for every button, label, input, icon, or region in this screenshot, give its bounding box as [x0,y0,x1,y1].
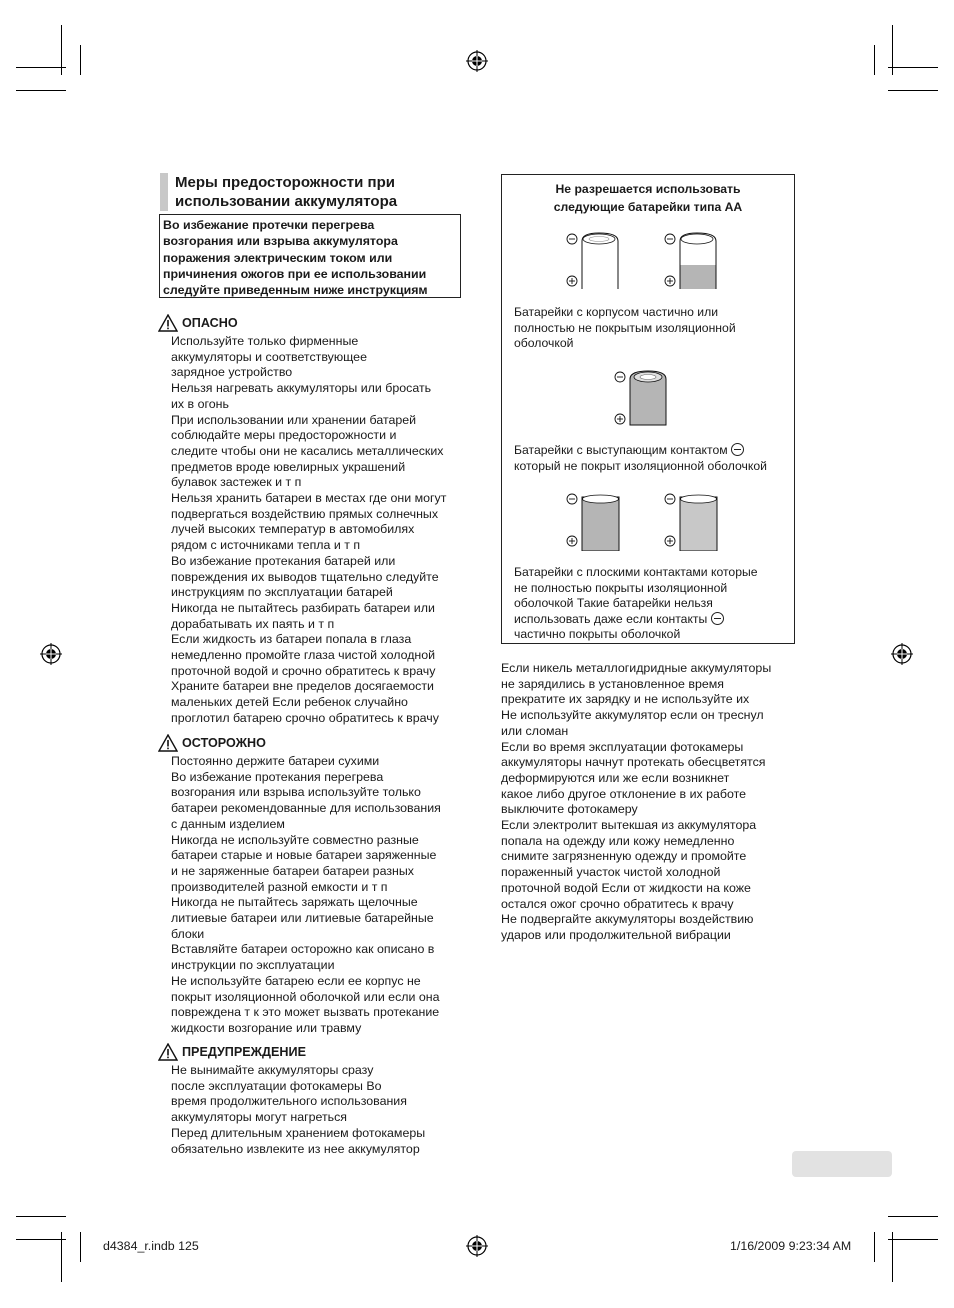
crop-mark [16,1239,66,1240]
crop-mark [888,90,938,91]
battery-illustration-protruding [612,367,672,429]
caution-text: Постоянно держите батареи сухими Во избежание протекания перегрева возгорания или взрыва используйте только батареи рекомендованные для использования с данным изделием Никогда не используйте совместно разные батареи старые и новые батареи заряженные и не заряженные батареи батареи разных производителей разной емкости и т п Никогда не пытайтесь заряжать щелочные литиевые батареи или литиевые батарейные блоки Вставляйте батареи осторожно как описано в инструкции по эксплуатации Не используйте батарею если ее корпус не покрыт изоляционной оболочкой или если она повреждена т к это может вызвать протекание жидкости возгорание или травму [171,754,441,1035]
registration-mark-icon [466,50,488,72]
footer-file: d4384_r.indb 125 [103,1239,199,1253]
battery-icon [567,494,619,551]
caption-protruding: Батарейки с выступающим контактом который не покрыт изоляционной оболочкой [514,443,767,473]
crop-mark [16,90,66,91]
crop-mark [892,1232,893,1282]
warning-label: ПРЕДУПРЕЖДЕНИЕ [182,1045,306,1059]
crop-mark [80,45,81,75]
battery-icon [665,494,717,551]
crop-mark [888,1239,938,1240]
warning-triangle-icon [158,1043,178,1061]
crop-mark [61,1232,62,1282]
battery-box-title: Не разрешается использовать следующие батарейки типа АА [553,182,743,214]
crop-mark [892,25,893,75]
battery-icon [567,233,618,289]
crop-mark [80,1232,81,1262]
registration-mark-icon [466,1235,488,1257]
battery-illustration-uncovered [562,229,722,291]
registration-mark-icon [40,643,62,665]
section-marker [160,173,168,211]
warning-triangle-icon [158,734,178,752]
footer-timestamp: 1/16/2009 9:23:34 AM [730,1239,852,1253]
danger-text: Используйте только фирменные аккумуляторы и соответствующее зарядное устройство Нельзя нагревать аккумуляторы или бросать их в огонь При использовании или хранении батарей соблюдайте меры предосторожности и следите чтобы они не касались металлических предметов вроде ювелирных украшений булавок застежек и т п Нельзя хранить батареи в местах где они могут подвергаться воздействию прямых солнечных лучей высоких температур в автомобилях рядом с источниками тепла и т п Во избежание протекания батарей или повреждения их выводов тщательно следуйте инструкциям по эксплуатации батарей Никогда не пытайтесь разбирать батареи или дорабатывать их паять и т п Если жидкость из батареи попала в глаза немедленно промойте глаза чистой холодной проточной водой и срочно обратитесь к врачу Храните батареи вне пределов досягаемости маленьких детей Если ребенок случайно проглотил батарею срочно обратитесь к врачу [171,334,447,725]
section-title: Меры предосторожности при использовании аккумулятора [175,174,398,210]
warning-text: Не вынимайте аккумуляторы сразу после эксплуатации фотокамеры Во время продолжительного использования аккумуляторы могут нагреться Перед длительным хранением фотокамеры обязательно извлеките из нее аккумулятор [171,1063,426,1156]
caution-label: ОСТОРОЖНО [182,736,266,750]
crop-mark [888,67,938,68]
crop-mark [874,45,875,75]
caution-heading [158,734,266,752]
intro-warning-box: Во избежание протечки перегрева возгорания или взрыва аккумулятора поражения электрическим током или причинения ожогов при ее использовании следуйте приведенным ниже инструкциям [159,214,461,298]
caption-uncovered: Батарейки с корпусом частично или полностью не покрытым изоляционной оболочкой [514,305,736,350]
page-number-tab [792,1151,892,1177]
danger-heading [158,314,238,332]
crop-mark [16,67,66,68]
unsupported-batteries-box [501,174,795,644]
caption-flat: Батарейки с плоскими контактами которые не полностью покрыты изоляционной оболочкой Такие батарейки нельзя использовать даже если контакты частично покрыты оболочкой [514,565,758,641]
warning-heading [158,1043,306,1061]
crop-mark [61,25,62,75]
crop-mark [888,1216,938,1217]
minus-terminal-icon [711,612,724,625]
battery-icon [665,233,716,289]
registration-mark-icon [891,643,913,665]
warning-triangle-icon [158,314,178,332]
danger-label: ОПАСНО [182,316,238,330]
battery-illustration-flat [562,491,722,551]
crop-mark [16,1216,66,1217]
right-column-text: Если никель металлогидридные аккумуляторы не зарядились в установленное время прекратите их зарядку и не используйте их Не используйте аккумулятор если он треснул или сломан Если во время эксплуатации фотокамеры аккумуляторы начнут протекать обесцветятся деформируются или же если возникнет какое либо другое отклонение в их работе выключите фотокамеру Если электролит вытекшая из аккумулятора попала на одежду или кожу немедленно снимите загрязненную одежду и промойте пораженный участок чистой холодной проточной водой Если от жидкости на коже остался ожог срочно обратитесь к врачу Не подвергайте аккумуляторы воздействию ударов или продолжительной вибрации [501,661,772,942]
minus-terminal-icon [731,443,744,456]
crop-mark [874,1232,875,1262]
